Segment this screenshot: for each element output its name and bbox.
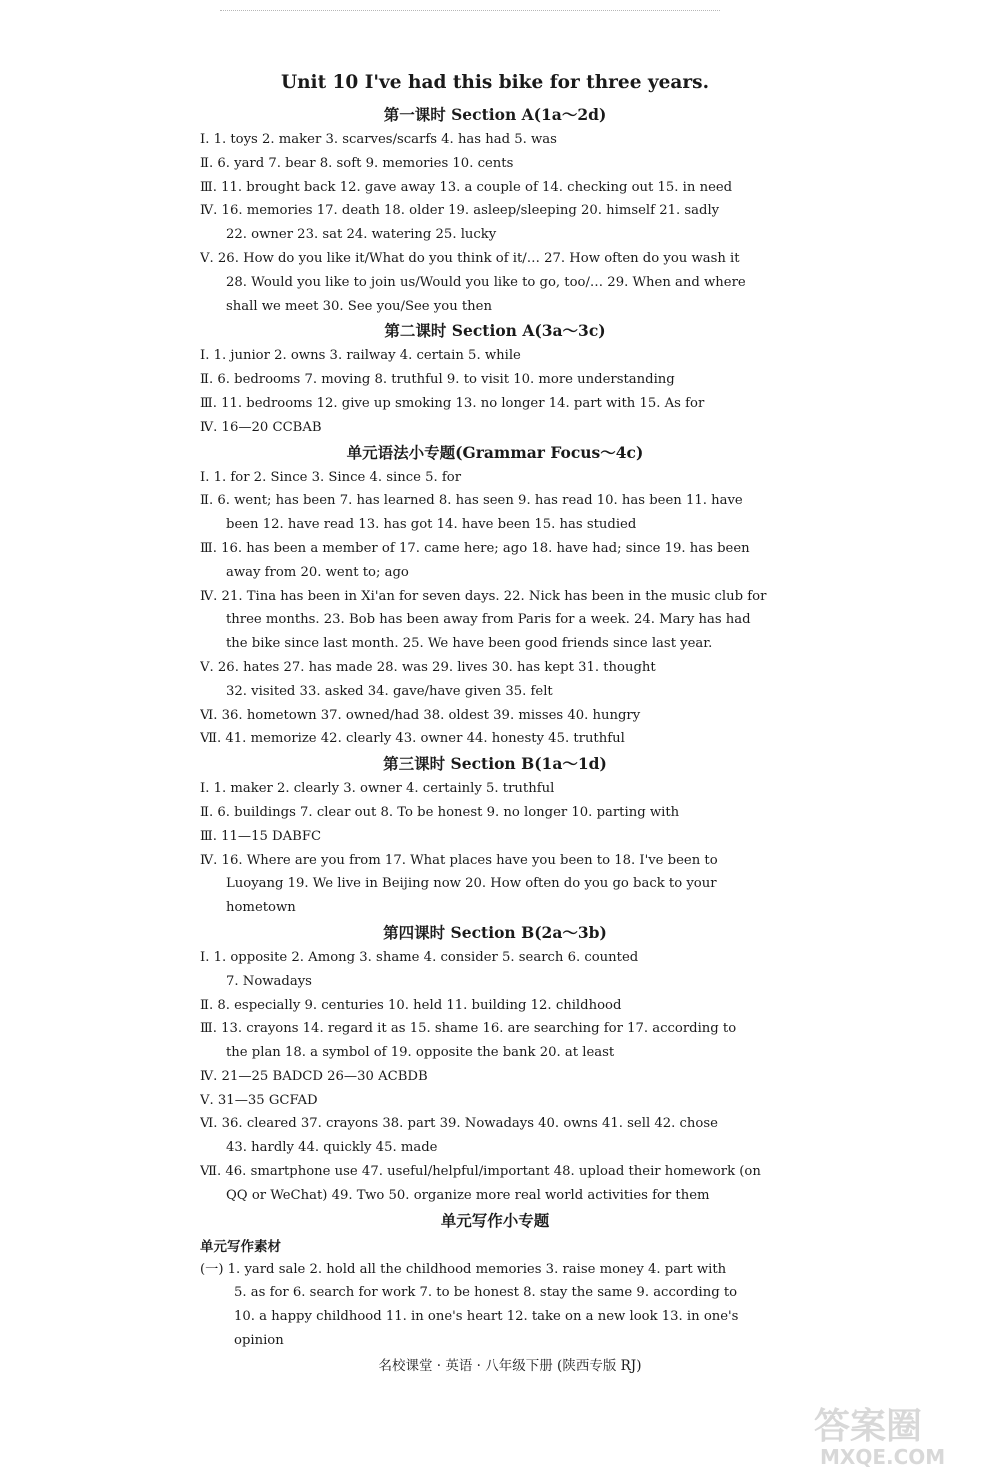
section-title: 第四课时 Section B(2a～3b) — [383, 922, 607, 942]
answer-line: Ⅰ. 1. junior 2. owns 3. railway 4. certain 5. while — [200, 348, 521, 364]
answer-line: Ⅰ. 1. opposite 2. Among 3. shame 4. consider 5. search 6. counted — [200, 949, 639, 965]
section-block — [200, 751, 790, 920]
answer-line: Ⅰ. 1. toys 2. maker 3. scarves/scarfs 4. has had 5. was — [200, 132, 557, 147]
writing-line: opinion — [234, 1333, 284, 1349]
section-block — [200, 102, 790, 318]
answer-line: Ⅰ. 1. maker 2. clearly 3. owner 4. certainly 5. truthful — [200, 781, 555, 797]
answer-line: hometown — [226, 900, 296, 916]
answer-line: Ⅳ. 16. Where are you from 17. What places have you been to 18. I've been to — [200, 852, 718, 868]
section-title: 第二课时 Section A(3a～3c) — [384, 321, 606, 341]
answer-line: Ⅶ. 46. smartphone use 47. useful/helpful/important 48. upload their homework (on — [200, 1164, 761, 1180]
answer-line: QQ or WeChat) 49. Two 50. organize more real world activities for them — [226, 1187, 710, 1203]
sections-container — [200, 102, 790, 1208]
answer-line: Ⅲ. 11. bedrooms 12. give up smoking 13. no longer 14. part with 15. As for — [200, 395, 705, 411]
answer-line: Ⅴ. 31—35 GCFAD — [200, 1092, 318, 1108]
answer-line: Ⅱ. 6. bedrooms 7. moving 8. truthful 9. to visit 10. more understanding — [200, 372, 675, 388]
section-block — [200, 318, 790, 439]
watermark-url: MXQE.COM — [820, 1445, 946, 1468]
answer-line: Ⅳ. 16—20 CCBAB — [200, 419, 322, 435]
answer-line: 28. Would you like to join us/Would you like to go, too/… 29. When and where — [226, 274, 746, 290]
answer-line: Ⅵ. 36. cleared 37. crayons 38. part 39. Nowadays 40. owns 41. sell 42. chose — [200, 1116, 718, 1132]
answer-line: 7. Nowadays — [226, 973, 312, 989]
watermark-logo — [806, 1398, 996, 1468]
answer-line: Ⅳ. 16. memories 17. death 18. older 19. asleep/sleeping 20. himself 21. sadly — [200, 203, 720, 219]
section-title: 单元语法小专题(Grammar Focus～4c) — [346, 442, 644, 462]
writing-section — [200, 1208, 790, 1353]
writing-section-title: 单元写作小专题 — [440, 1210, 550, 1230]
answer-line: been 12. have read 13. has got 14. have been 15. has studied — [226, 517, 637, 533]
answer-line: 43. hardly 44. quickly 45. made — [226, 1140, 438, 1156]
unit-title: Unit 10 I've had this bike for three years. — [280, 72, 710, 93]
writing-subtitle: 单元写作素材 — [200, 1238, 281, 1255]
answer-line: Ⅱ. 8. especially 9. centuries 10. held 11. building 12. childhood — [200, 997, 622, 1013]
answer-line: Ⅲ. 16. has been a member of 17. came here; ago 18. have had; since 19. has been — [200, 540, 750, 556]
answer-line: Ⅳ. 21. Tina has been in Xi'an for seven days. 22. Nick has been in the music club for — [200, 588, 767, 604]
scan-artifact-line — [220, 10, 720, 19]
section-block — [200, 440, 790, 752]
writing-lines — [200, 1258, 790, 1353]
page-footer: 名校课堂 · 英语 · 八年级下册 (陕西专版 RJ) — [378, 1358, 642, 1374]
answer-line: Ⅵ. 36. hometown 37. owned/had 38. oldest 39. misses 40. hungry — [200, 707, 641, 723]
answer-line: three months. 23. Bob has been away from Paris for a week. 24. Mary has had — [226, 612, 751, 628]
answer-line: Ⅳ. 21—25 BADCD 26—30 ACBDB — [200, 1068, 428, 1084]
answer-line: Ⅶ. 41. memorize 42. clearly 43. owner 44. honesty 45. truthful — [200, 731, 625, 747]
answer-line: Ⅲ. 11—15 DABFC — [200, 828, 322, 844]
answer-page — [200, 70, 790, 1353]
answer-line: 32. visited 33. asked 34. gave/have given 35. felt — [226, 683, 553, 699]
answer-line: Ⅴ. 26. hates 27. has made 28. was 29. lives 30. has kept 31. thought — [200, 659, 656, 675]
answer-line: Ⅱ. 6. yard 7. bear 8. soft 9. memories 10. cents — [200, 155, 514, 171]
writing-line: 10. a happy childhood 11. in one's heart 12. take on a new look 13. in one's — [234, 1309, 739, 1325]
section-title: 第一课时 Section A(1a～2d) — [383, 105, 607, 124]
answer-line: Ⅱ. 6. went; has been 7. has learned 8. has seen 9. has read 10. has been 11. have — [200, 493, 743, 509]
answer-line: the bike since last month. 25. We have been good friends since last year. — [226, 636, 713, 652]
section-title: 第三课时 Section B(1a～1d) — [383, 754, 607, 774]
answer-line: Ⅲ. 11. brought back 12. gave away 13. a couple of 14. checking out 15. in need — [200, 179, 733, 195]
answer-line: Luoyang 19. We live in Beijing now 20. How often do you go back to your — [226, 876, 717, 892]
answer-line: Ⅰ. 1. for 2. Since 3. Since 4. since 5. for — [200, 469, 462, 485]
answer-line: shall we meet 30. See you/See you then — [226, 298, 492, 314]
answer-line: Ⅲ. 13. crayons 14. regard it as 15. shame 16. are searching for 17. according to — [200, 1021, 737, 1037]
writing-line: 5. as for 6. search for work 7. to be honest 8. stay the same 9. according to — [234, 1285, 738, 1301]
section-block — [200, 920, 790, 1208]
answer-line: Ⅱ. 6. buildings 7. clear out 8. To be honest 9. no longer 10. parting with — [200, 804, 680, 820]
answer-line: 22. owner 23. sat 24. watering 25. lucky — [226, 227, 497, 243]
answer-line: Ⅴ. 26. How do you like it/What do you think of it/… 27. How often do you wash it — [200, 250, 740, 266]
answer-line: away from 20. went to; ago — [226, 564, 409, 580]
watermark-text: 答案圈 — [814, 1406, 923, 1447]
answer-line: the plan 18. a symbol of 19. opposite the bank 20. at least — [226, 1045, 615, 1061]
writing-line: (一) 1. yard sale 2. hold all the childhood memories 3. raise money 4. part with — [200, 1261, 727, 1277]
